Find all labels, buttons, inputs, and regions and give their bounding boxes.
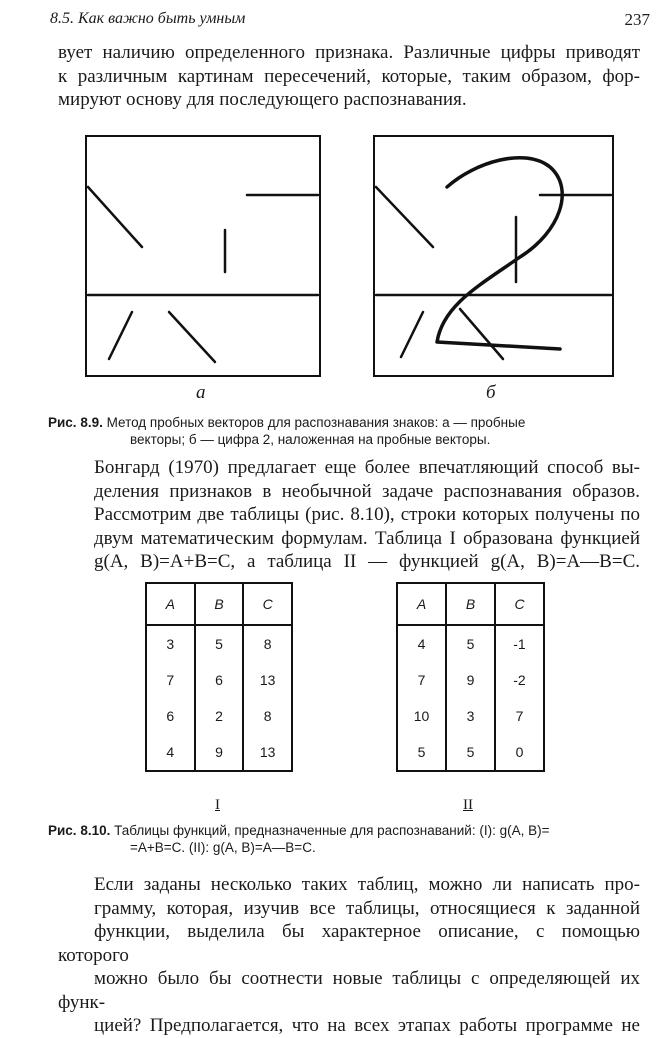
paragraph-line: к различным картинам пересечений, которые, таким образом, фор- bbox=[58, 65, 640, 87]
probe-vectors-drawing bbox=[87, 137, 319, 375]
function-table-2 bbox=[396, 582, 545, 772]
figure-probe-vectors bbox=[85, 135, 321, 377]
paragraph-line: грамму, которая, изучив все таблицы, относящиеся к заданной bbox=[94, 897, 640, 919]
table-2-label: II bbox=[463, 797, 473, 813]
paragraph-line: двум математическим формулам. Таблица I образована функцией bbox=[94, 527, 640, 549]
table-cell: 8 bbox=[243, 625, 292, 662]
diagonal-probe-line bbox=[88, 187, 142, 247]
page-header bbox=[50, 10, 650, 34]
table-row bbox=[146, 662, 292, 698]
paragraph-line: цией? Предполагается, что на всех этапах работы программе не bbox=[94, 1015, 640, 1036]
caption-text-line-2: векторы; б — цифра 2, наложенная на пробные векторы. bbox=[130, 432, 491, 447]
table-cell: 4 bbox=[397, 625, 446, 662]
digit-overlay-drawing bbox=[375, 137, 612, 375]
paragraph-line: Бонгард (1970) предлагает еще более впечатляющий способ вы- bbox=[94, 457, 640, 478]
table-cell: 9 bbox=[446, 662, 495, 698]
table-cell: 5 bbox=[446, 625, 495, 662]
running-title: 8.5. Как важно быть умным bbox=[50, 10, 246, 27]
table-header-cell: A bbox=[146, 583, 195, 625]
table-header-cell: C bbox=[495, 583, 544, 625]
paragraph-line: функции, выделила бы характерное описание, с помощью которого bbox=[58, 921, 640, 966]
table-cell: 7 bbox=[495, 698, 544, 734]
table-cell: 13 bbox=[243, 662, 292, 698]
paragraph-2 bbox=[58, 456, 640, 574]
table-cell: 4 bbox=[146, 734, 195, 771]
table-cell: 5 bbox=[397, 734, 446, 771]
figure-8-10-caption bbox=[48, 822, 648, 856]
lower-left-probe-line bbox=[401, 312, 423, 357]
table-cell: -2 bbox=[495, 662, 544, 698]
table-cell: 2 bbox=[195, 698, 244, 734]
caption-number: Рис. 8.10. bbox=[48, 823, 111, 838]
table-header-cell: C bbox=[243, 583, 292, 625]
table-cell: 5 bbox=[446, 734, 495, 771]
table-1-label: I bbox=[215, 797, 220, 813]
table-cell: 8 bbox=[243, 698, 292, 734]
table-cell: 5 bbox=[195, 625, 244, 662]
paragraph-line: Рассмотрим две таблицы (рис. 8.10), строки которых получены по bbox=[94, 504, 640, 525]
caption-text-line-1: Таблицы функций, предназначенные для распознаваний: (I): g(A, B)= bbox=[114, 823, 550, 838]
figure-digit-overlay bbox=[373, 135, 614, 377]
table-header-cell: A bbox=[397, 583, 446, 625]
lower-right-probe-line bbox=[460, 309, 503, 359]
caption-text-line-2: =A+B=C. (II): g(A, B)=A—B=C. bbox=[130, 840, 316, 855]
digit-two-shape bbox=[437, 158, 562, 349]
paragraph-line: мируют основу для последующего распознавания. bbox=[58, 89, 467, 110]
table-cell: -1 bbox=[495, 625, 544, 662]
table-cell: 13 bbox=[243, 734, 292, 771]
function-table-1 bbox=[145, 582, 293, 772]
paragraph-line: можно было бы соотнести новые таблицы с определяющей их функ- bbox=[58, 968, 640, 1013]
paragraph-3 bbox=[58, 873, 640, 1038]
paragraph-line: Если заданы несколько таких таблиц, можно ли написать про- bbox=[94, 874, 640, 895]
table-row bbox=[146, 734, 292, 771]
page-number: 237 bbox=[624, 10, 650, 29]
table-header-cell: B bbox=[195, 583, 244, 625]
table-cell: 7 bbox=[146, 662, 195, 698]
table-cell: 3 bbox=[146, 625, 195, 662]
table-cell: 6 bbox=[195, 662, 244, 698]
lower-left-probe-line bbox=[109, 312, 132, 359]
figure-label-b: б bbox=[486, 382, 496, 403]
table-cell: 0 bbox=[495, 734, 544, 771]
caption-text-line-1: Метод пробных векторов для распознавания знаков: а — пробные bbox=[106, 415, 526, 430]
table-row bbox=[397, 698, 544, 734]
figure-8-9-caption bbox=[48, 414, 648, 448]
table-row bbox=[146, 625, 292, 662]
table-header-cell: B bbox=[446, 583, 495, 625]
table-cell: 9 bbox=[195, 734, 244, 771]
table-row bbox=[397, 662, 544, 698]
table-cell: 7 bbox=[397, 662, 446, 698]
table-cell: 10 bbox=[397, 698, 446, 734]
table-cell: 6 bbox=[146, 698, 195, 734]
lower-right-probe-line bbox=[169, 312, 215, 362]
paragraph-line: g(A, B)=A+B=C, а таблица II — функцией g(A, B)=A—B=C. bbox=[94, 551, 640, 572]
table-row bbox=[146, 698, 292, 734]
paragraph-line: вует наличию определенного признака. Различные цифры приводят bbox=[58, 42, 640, 63]
caption-number: Рис. 8.9. bbox=[48, 415, 103, 430]
figure-label-a: а bbox=[196, 382, 206, 403]
table-cell: 3 bbox=[446, 698, 495, 734]
table-row bbox=[397, 625, 544, 662]
diagonal-probe-line bbox=[376, 187, 433, 247]
paragraph-line: деления признаков в необычной задаче распознавания образов. bbox=[94, 480, 640, 502]
table-row bbox=[397, 734, 544, 771]
paragraph-1 bbox=[58, 41, 640, 112]
